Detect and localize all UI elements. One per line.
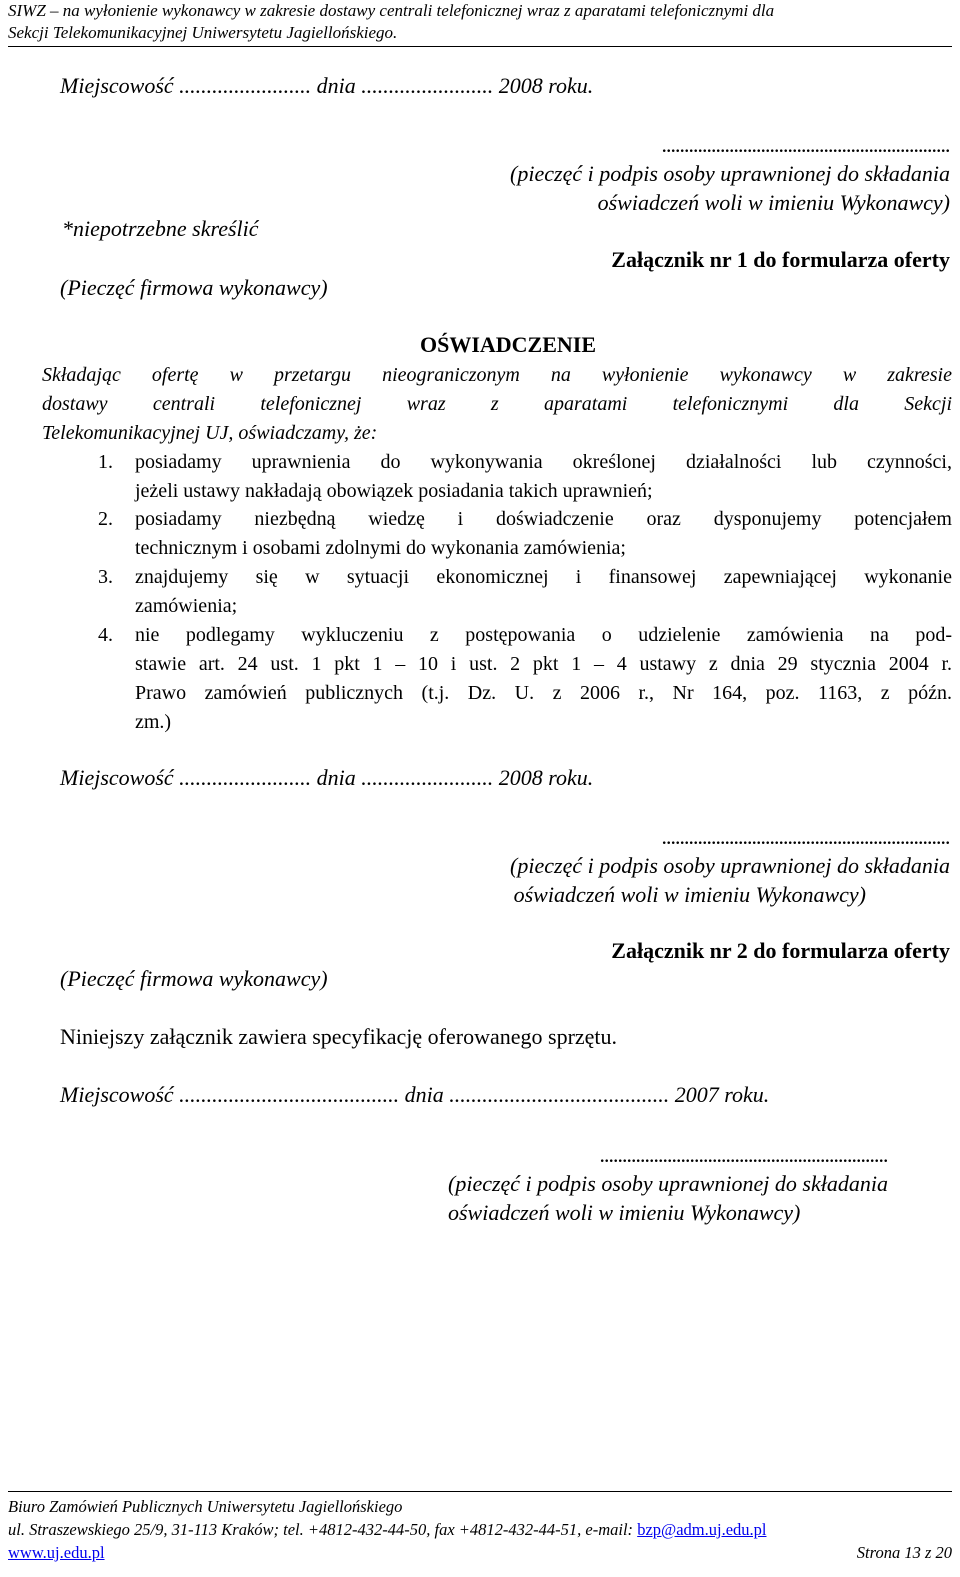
annex-2-note: Niniejszy załącznik zawiera specyfikację oferowanego sprzętu. xyxy=(60,1024,618,1049)
item-text-line: zm.) xyxy=(135,711,172,733)
declaration-item-3 xyxy=(98,563,952,621)
footer-website-link[interactable]: www.uj.edu.pl xyxy=(8,1543,105,1562)
signature-caption-line-1: (pieczęć i podpis osoby uprawnionej do składania xyxy=(448,1171,888,1196)
item-text-line: posiadamy uprawnienia do wykonywania określonej działalności lub czynności, xyxy=(135,451,952,473)
declaration-item-2 xyxy=(98,505,952,563)
footer-bottom-line xyxy=(8,1542,952,1564)
intro-line-2: dostawy centrali telefonicznej wraz z aparatami telefonicznymi dla Sekcji xyxy=(42,393,952,415)
signature-block xyxy=(510,130,950,217)
item-text-line: technicznym i osobami zdolnymi do wykonania zamówienia; xyxy=(135,537,626,559)
item-text-line: nie podlegamy wykluczeniu z postępowania o udzielenie zamówienia na pod- xyxy=(135,624,952,646)
item-text-line: Prawo zamówień publicznych (t.j. Dz. U. z 2006 r., Nr 164, poz. 1163, z późn. xyxy=(135,682,952,704)
signature-caption-line-1: (pieczęć i podpis osoby uprawnionej do składania xyxy=(510,161,950,186)
signature-block xyxy=(510,822,950,909)
place-date-line: Miejscowość ........................ dnia ........................ 2008 roku. xyxy=(60,73,594,98)
footer-divider xyxy=(8,1491,952,1492)
declaration-title: OŚWIADCZENIE xyxy=(419,332,597,357)
footer-address-text: ul. Straszewskiego 25/9, 31-113 Kraków; tel. +4812-432-44-50, fax +4812-432-44-51, e-mail: xyxy=(8,1520,638,1539)
item-text-line: posiadamy niezbędną wiedzę i doświadczenie oraz dysponujemy potencjałem xyxy=(135,508,952,530)
signature-caption-line-2: oświadczeń woli w imieniu Wykonawcy) xyxy=(513,882,866,907)
item-text-line: jeżeli ustawy nakładają obowiązek posiadania takich uprawnień; xyxy=(135,480,653,502)
intro-line-1: Składając ofertę w przetargu nieograniczonym na wyłonienie wykonawcy w zakresie xyxy=(42,364,952,386)
place-date-line: Miejscowość ........................ dnia ........................ 2008 roku. xyxy=(60,765,594,790)
company-stamp-label: (Pieczęć firmowa wykonawcy) xyxy=(60,966,328,991)
signature-caption-line-2: oświadczeń woli w imieniu Wykonawcy) xyxy=(448,1200,801,1225)
item-text-line: znajdujemy się w sytuacji ekonomicznej i finansowej zapewniającej wykonanie xyxy=(135,566,952,588)
item-number: 4. xyxy=(98,624,113,646)
declaration-item-1 xyxy=(98,448,952,506)
header-line-1: SIWZ – na wyłonienie wykonawcy w zakresie dostawy centrali telefonicznej wraz z aparatami telefonicznymi dla xyxy=(8,1,775,20)
item-text-line: zamówienia; xyxy=(135,595,238,617)
page-number: Strona 13 z 20 xyxy=(856,1543,952,1562)
footer-address xyxy=(8,1519,766,1541)
annex-1-title: Załącznik nr 1 do formularza oferty xyxy=(611,247,950,272)
annex-2-title: Załącznik nr 2 do formularza oferty xyxy=(611,938,950,963)
place-date-line: Miejscowość ........................................ dnia ........................................ 2007 roku. xyxy=(60,1082,770,1107)
header-divider xyxy=(8,46,952,47)
company-stamp-label: (Pieczęć firmowa wykonawcy) xyxy=(60,275,328,300)
signature-caption-line-2: oświadczeń woli w imieniu Wykonawcy) xyxy=(597,190,950,215)
signature-dots: ................................................................ xyxy=(662,824,950,849)
declaration-item-4 xyxy=(98,621,952,737)
item-text-line: stawie art. 24 ust. 1 pkt 1 – 10 i ust. 2 pkt 1 – 4 ustawy z dnia 29 stycznia 2004 r. xyxy=(135,653,952,675)
signature-dots: ................................................................ xyxy=(599,1142,888,1167)
strike-note: *niepotrzebne skreślić xyxy=(62,216,259,241)
footer-org: Biuro Zamówień Publicznych Uniwersytetu Jagiellońskiego xyxy=(8,1497,403,1516)
item-number: 3. xyxy=(98,566,113,588)
footer-email-link[interactable]: bzp@adm.uj.edu.pl xyxy=(637,1520,767,1539)
signature-dots: ................................................................ xyxy=(662,132,950,157)
item-number: 2. xyxy=(98,508,113,530)
declaration-intro xyxy=(42,361,952,448)
header-line-2: Sekcji Telekomunikacyjnej Uniwersytetu Jagiellońskiego. xyxy=(8,23,398,42)
signature-block xyxy=(448,1140,888,1227)
signature-caption-line-1: (pieczęć i podpis osoby uprawnionej do składania xyxy=(510,853,950,878)
item-number: 1. xyxy=(98,451,113,473)
running-header xyxy=(8,0,952,44)
intro-line-3: Telekomunikacyjnej UJ, oświadczamy, że: xyxy=(42,422,378,444)
